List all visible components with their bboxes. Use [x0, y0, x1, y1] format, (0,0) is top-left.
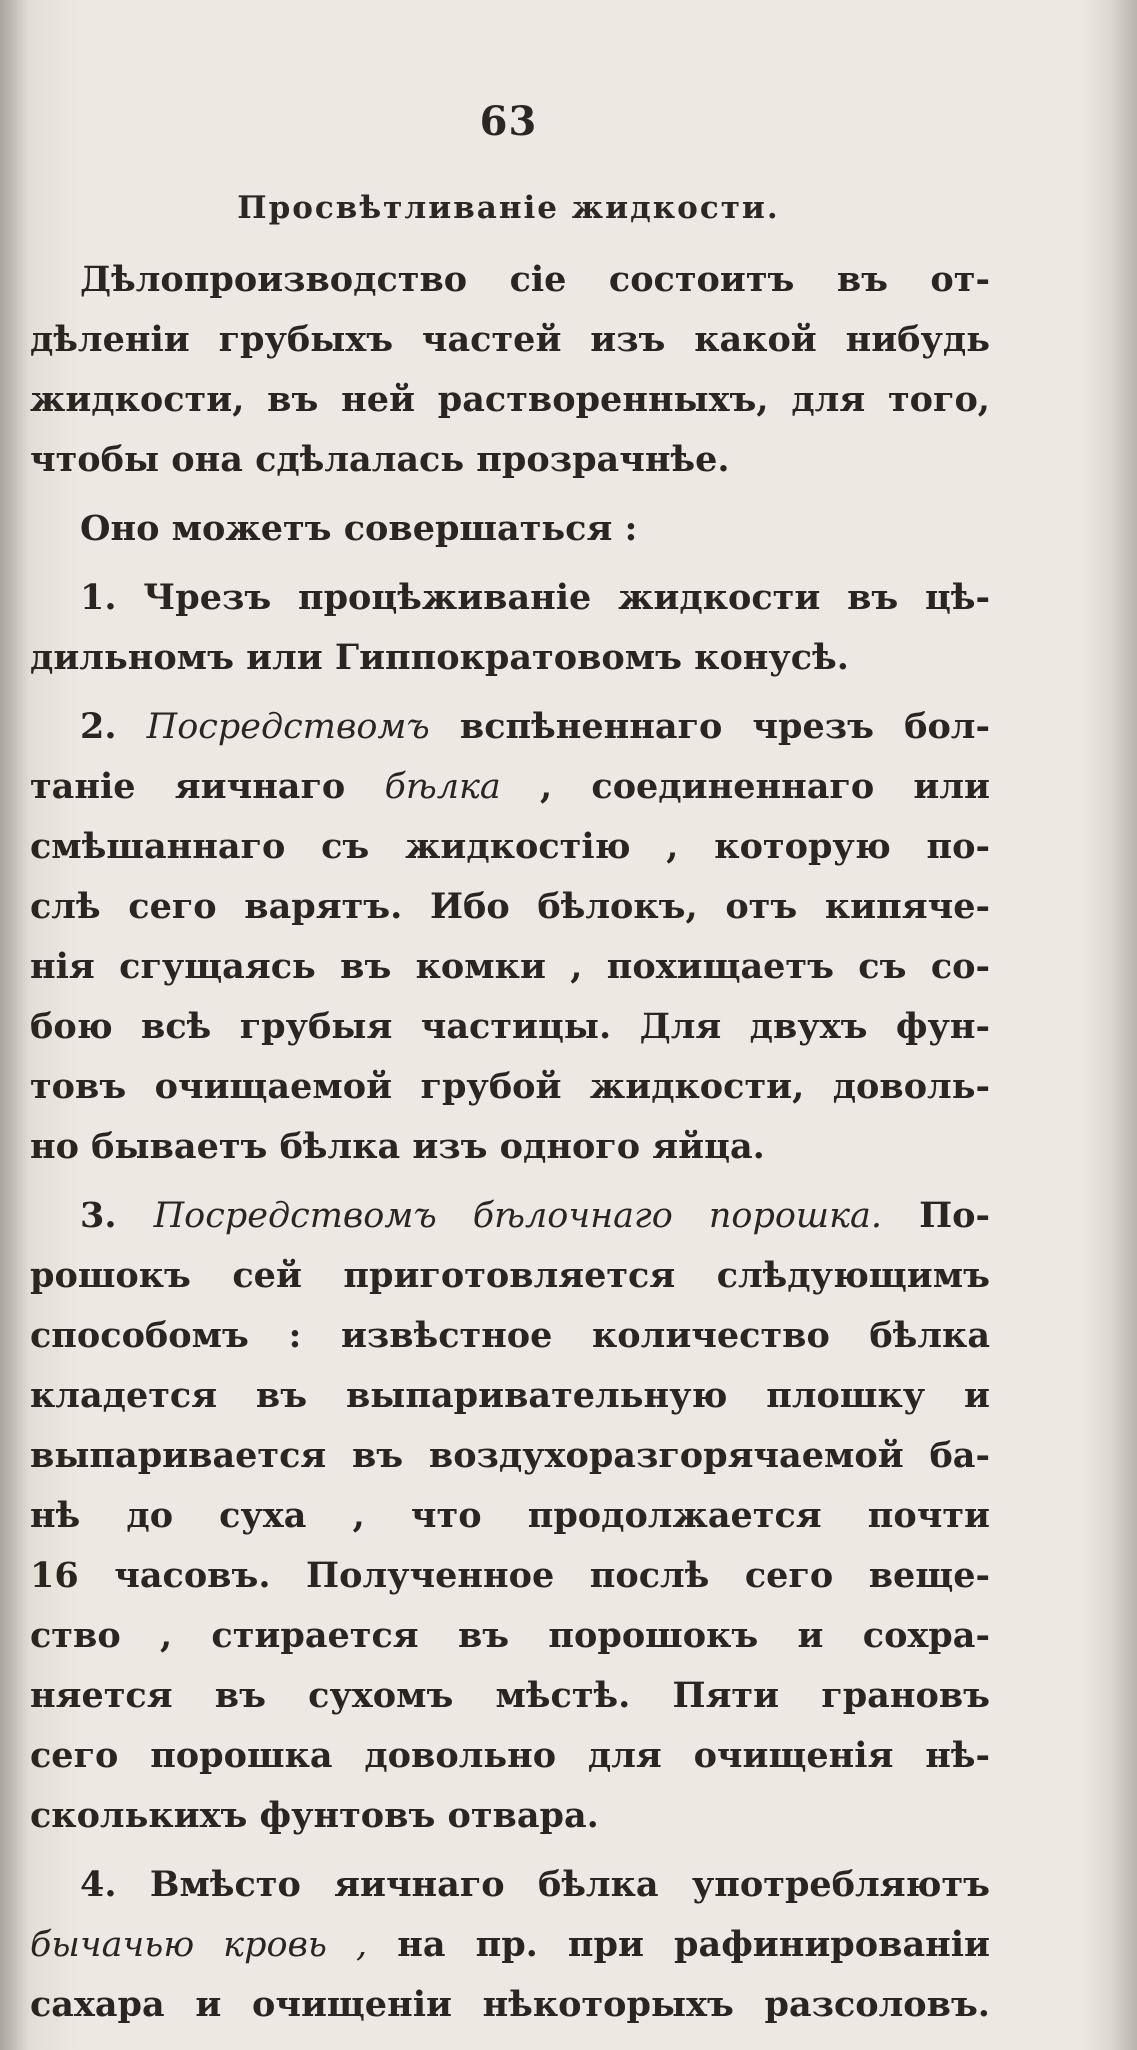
- text-segment: 4. Вмѣсто яичнаго бѣлка употребляютъ: [80, 1864, 990, 1905]
- text-segment: 16 часовъ. Полученное послѣ сего веще-: [30, 1555, 990, 1596]
- text-segment: 2.: [80, 706, 147, 747]
- text-line: [30, 1366, 990, 1426]
- text-line: [30, 1915, 990, 1975]
- italic-text: бычачью кровь ,: [30, 1925, 368, 1965]
- italic-text: бѣлка: [384, 767, 501, 807]
- text-segment: способомъ : извѣстное количество бѣлка: [30, 1315, 990, 1356]
- text-line: [30, 1186, 990, 1246]
- text-line: [30, 1606, 990, 1666]
- text-line: [30, 697, 990, 757]
- text-segment: слѣ сего варятъ. Ибо бѣлокъ, отъ кипяче-: [30, 886, 990, 927]
- text-line: [30, 1306, 990, 1366]
- text-segment: но бываетъ бѣлка изъ одного яйца.: [30, 1126, 765, 1167]
- text-segment: кладется въ выпаривательную плошку и: [30, 1375, 990, 1416]
- text-segment: По-: [881, 1195, 990, 1236]
- text-line: [30, 817, 990, 877]
- text-line: [30, 757, 990, 817]
- text-line: [30, 499, 990, 559]
- text-line: [30, 1057, 990, 1117]
- text-segment: нiя сгущаясь въ комки , похищаетъ съ со-: [30, 946, 990, 987]
- text-segment: бою всѣ грубыя частицы. Для двухъ фун-: [30, 1006, 990, 1047]
- text-line: [30, 1486, 990, 1546]
- text-segment: товъ очищаемой грубой жидкости, доволь-: [30, 1066, 990, 1107]
- text-line: [30, 1975, 990, 2035]
- text-line: [30, 1546, 990, 1606]
- body-text: [30, 250, 990, 2035]
- text-line: [30, 310, 990, 370]
- text-segment: няется въ сухомъ мѣстѣ. Пяти грановъ: [30, 1675, 990, 1716]
- text-line: [30, 1855, 990, 1915]
- text-line: [30, 250, 990, 310]
- text-segment: Дѣлопроизводство сiе состоитъ въ от-: [80, 259, 990, 300]
- text-line: [30, 877, 990, 937]
- text-segment: жидкости, въ ней растворенныхъ, для того,: [30, 379, 990, 420]
- text-line: [30, 997, 990, 1057]
- text-segment: дѣленiи грубыхъ частей изъ какой нибудь: [30, 319, 990, 360]
- text-segment: дильномъ или Гиппократовомъ конусѣ.: [30, 637, 849, 678]
- text-segment: , соединеннаго или: [500, 766, 990, 807]
- text-segment: нѣ до суха , что продолжается почти: [30, 1495, 990, 1536]
- text-line: [30, 1246, 990, 1306]
- text-line: [30, 628, 990, 688]
- text-segment: 3.: [80, 1195, 154, 1236]
- text-segment: сколькихъ фунтовъ отвара.: [30, 1795, 599, 1836]
- text-segment: сахара и очищенiи нѣкоторыхъ разсоловъ.: [30, 1984, 990, 2025]
- page-number: 63: [479, 98, 538, 145]
- text-segment: вспѣненнаго чрезъ бол-: [429, 706, 990, 747]
- text-line: [30, 1786, 990, 1846]
- text-segment: на пр. при рафинированiи: [367, 1924, 990, 1965]
- text-segment: чтобы она сдѣлалась прозрачнѣе.: [30, 439, 730, 480]
- text-line: [30, 1426, 990, 1486]
- text-line: [30, 430, 990, 490]
- text-line: [30, 1726, 990, 1786]
- text-segment: танiе яичнаго: [30, 766, 385, 807]
- text-line: [30, 1117, 990, 1177]
- text-line: [30, 1666, 990, 1726]
- text-segment: выпаривается въ воздухоразгорячаемой ба-: [30, 1435, 990, 1476]
- text-line: [30, 370, 990, 430]
- text-segment: 1. Чрезъ процѣживанiе жидкости въ цѣ-: [80, 577, 990, 618]
- text-segment: Оно можетъ совершаться :: [80, 508, 638, 549]
- text-segment: ство , стирается въ порошокъ и сохра-: [30, 1615, 990, 1656]
- text-segment: рошокъ сей приготовляется слѣдующимъ: [30, 1255, 990, 1296]
- italic-text: Посредствомъ: [146, 707, 430, 747]
- text-line: [30, 568, 990, 628]
- text-segment: сего порошка довольно для очищенiя нѣ-: [30, 1735, 990, 1776]
- italic-text: Посредствомъ бѣлочнаго порошка.: [153, 1196, 882, 1236]
- text-line: [30, 937, 990, 997]
- text-segment: смѣшаннаго съ жидкостiю , которую по-: [30, 826, 990, 867]
- section-heading: Просвѣтливанiе жидкости.: [237, 190, 780, 226]
